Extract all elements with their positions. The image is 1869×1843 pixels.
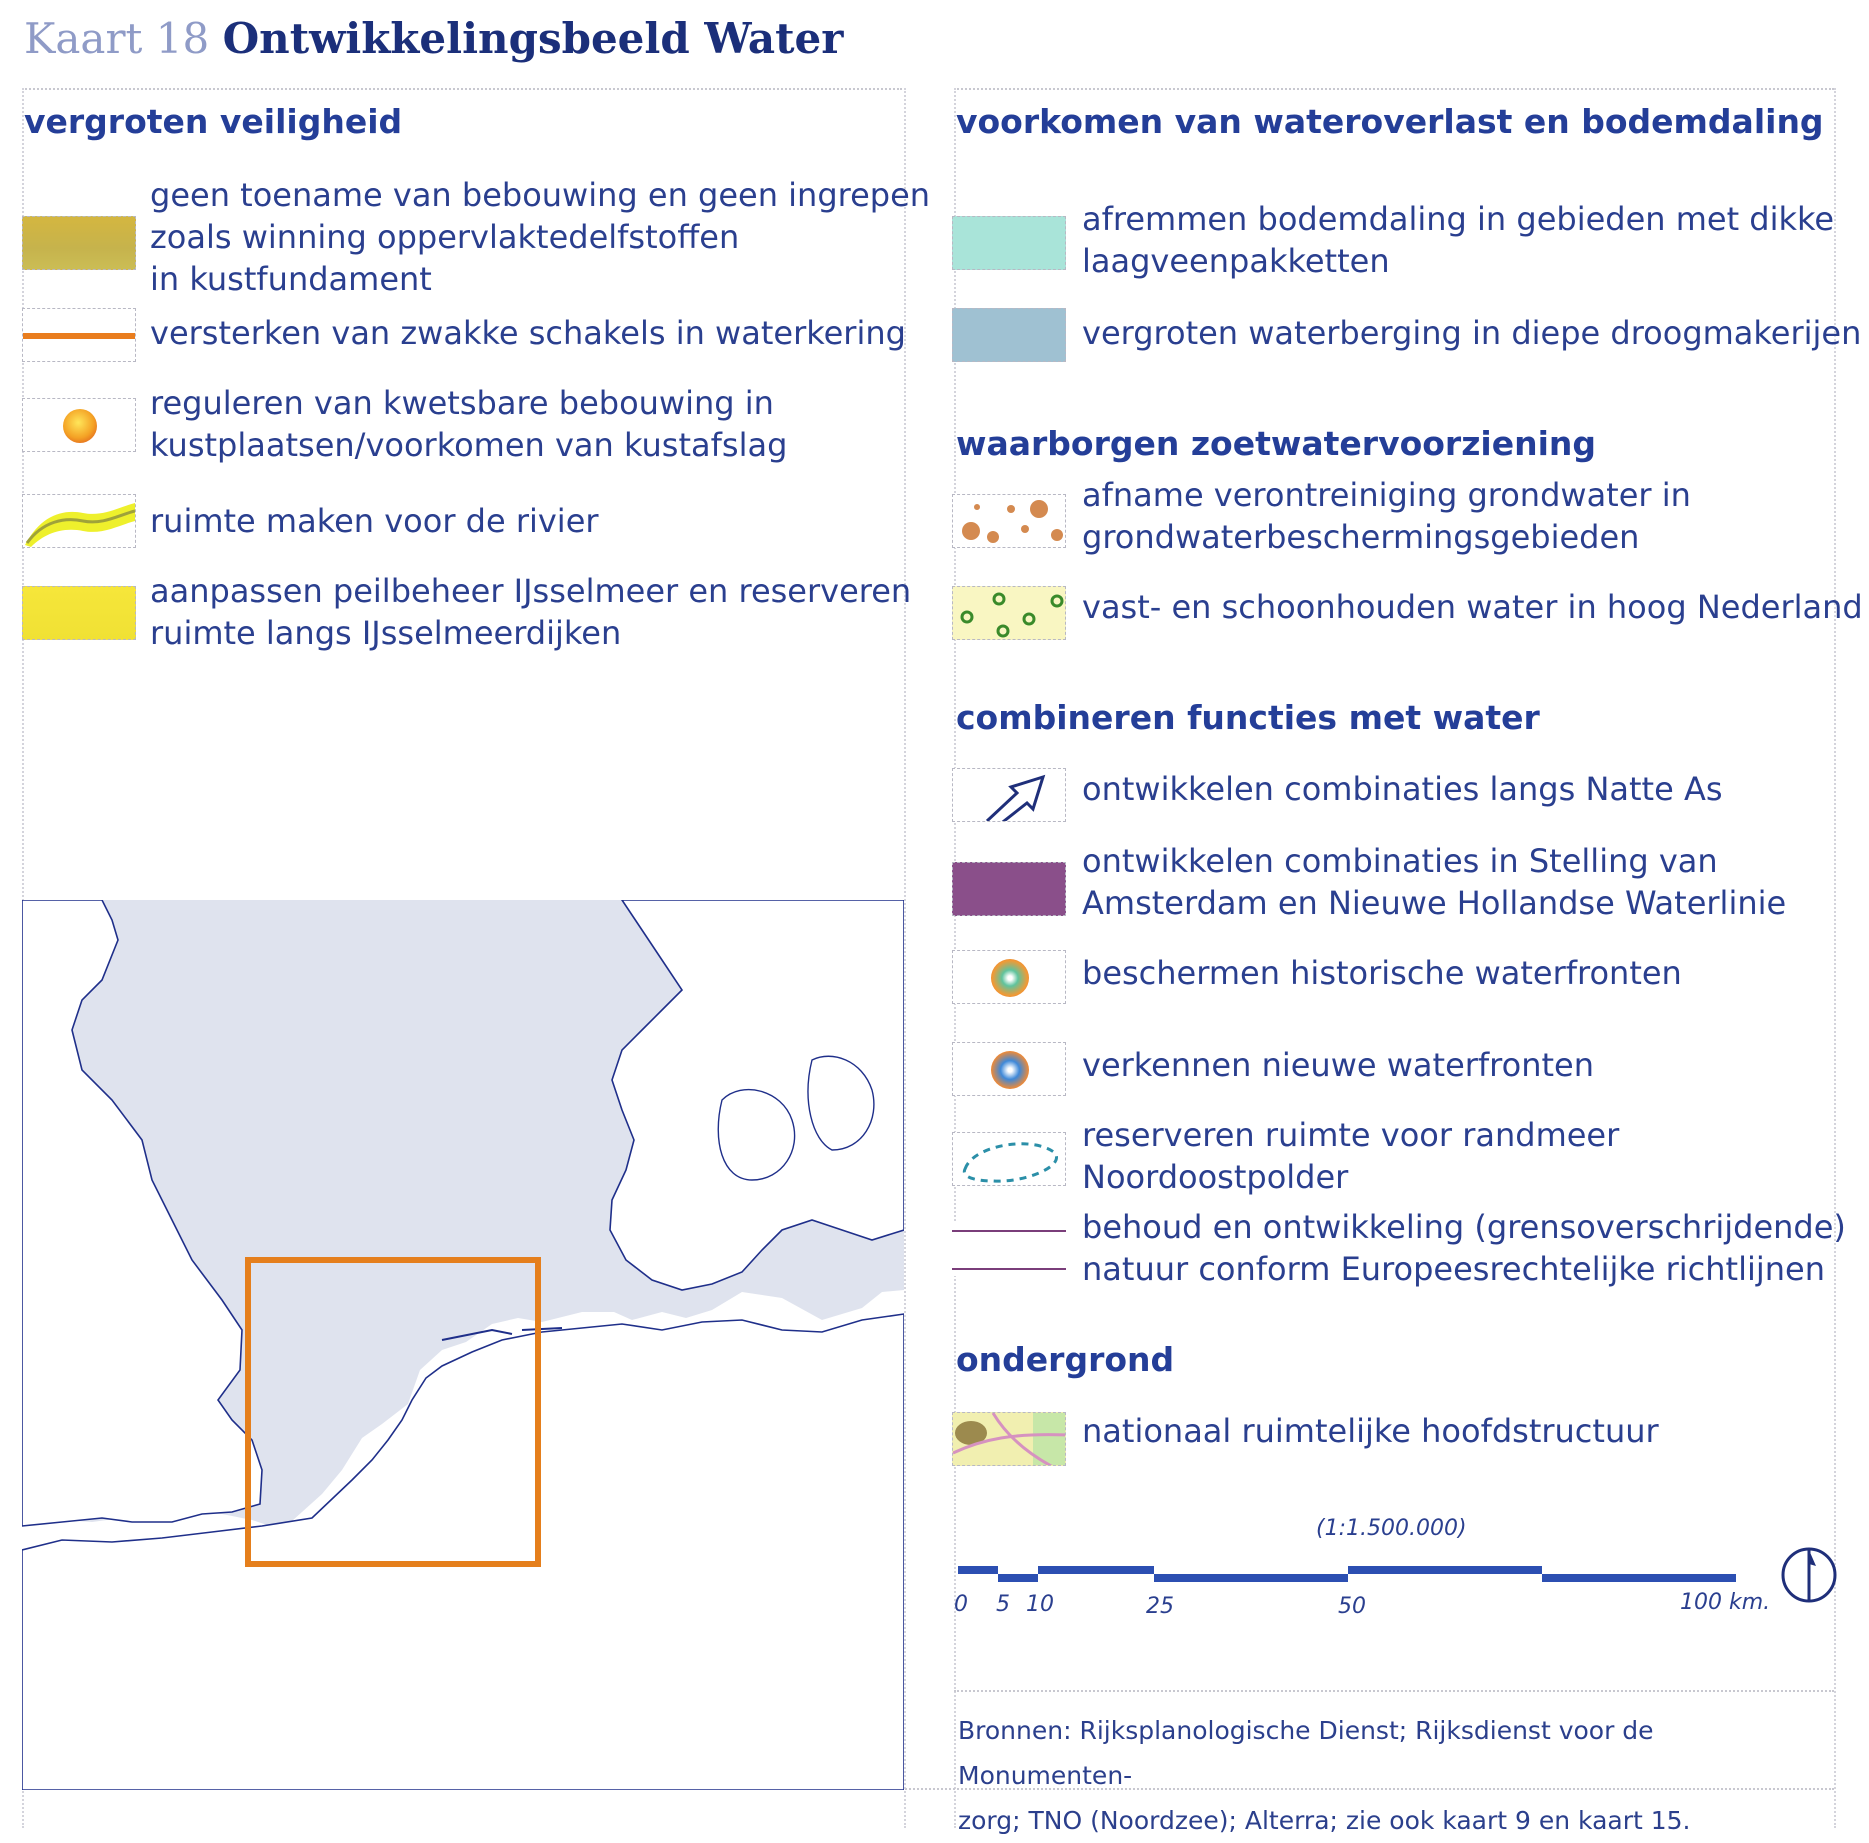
swatch-new-waterfront [952,1042,1066,1096]
map-number: Kaart 18 [24,14,210,63]
section-combineren-functies: combineren functies met water [956,698,1540,737]
brown-dots-symbol [953,495,1066,548]
divider-top-left [22,88,902,90]
swatch-groundwater-protection [952,494,1066,548]
scale-tick-0: 0 [954,1592,968,1617]
section-wateroverlast: voorkomen van wateroverlast en bodemdaling [956,102,1824,141]
scale-bar [958,1562,1738,1590]
swatch-room-for-river [22,494,136,548]
divider-sources [954,1690,1834,1692]
swatch-historic-waterfront [952,950,1066,1004]
scale-tick-25: 25 [1146,1594,1174,1619]
green-dots-symbol [953,587,1066,640]
legend-item-text: vergroten waterberging in diepe droogmakerijen [1082,314,1862,352]
dashed-oval-symbol [953,1133,1066,1186]
river-symbol [23,495,136,548]
purple-line-top [952,1230,1066,1232]
arrow-up-right-icon [953,769,1066,822]
section-zoetwater: waarborgen zoetwatervoorziening [956,424,1597,463]
legend-item-text: reguleren van kwetsbare bebouwing in kustplaatsen/voorkomen van kustafslag [150,384,788,464]
purple-line-bottom [952,1268,1066,1270]
swatch-bodemdaling [952,216,1066,270]
scale-tick-50: 50 [1338,1594,1366,1619]
sources-text: Bronnen: Rijksplanologische Dienst; Rijksdienst voor de Monumenten- zorg; TNO (Noordzee); Alterra; zie ook kaart 9 en kaart 15. [958,1716,1691,1835]
scale-ratio: (1:1.500.000) [1316,1516,1467,1541]
legend-item-text: vast- en schoonhouden water in hoog Nederland [1082,588,1863,626]
divider-top-right [954,88,1834,90]
swatch-natuur [952,1222,1066,1276]
ground-map-symbol [953,1413,1066,1466]
legend-item-text: nationaal ruimtelijke hoofdstructuur [1082,1412,1659,1450]
legend-item-text: ruimte maken voor de rivier [150,502,599,540]
swatch-stelling-waterlinie [952,862,1066,916]
swatch-high-netherlands [952,586,1066,640]
historic-waterfront-icon [991,959,1029,997]
legend-item-text: afname verontreiniging grondwater in grondwaterbeschermingsgebieden [1082,476,1691,556]
legend-item-text: aanpassen peilbeheer IJsselmeer en reserveren ruimte langs IJsselmeerdijken [150,572,912,652]
scale-tick-5: 5 [996,1592,1010,1617]
north-sea-map [22,900,904,1790]
new-waterfront-icon [991,1051,1029,1089]
legend-item-text: ontwikkelen combinaties langs Natte As [1082,770,1723,808]
swatch-no-building-coast [22,216,136,270]
swatch-hoofdstructuur [952,1412,1066,1466]
legend-item-text: afremmen bodemdaling in gebieden met dikke laagveenpakketten [1082,200,1835,280]
legend-item-text: behoud en ontwikkeling (grensoverschrijdende) natuur conform Europeesrechtelijke richtlijnen [1082,1208,1846,1288]
legend-item-text: ontwikkelen combinaties in Stelling van Amsterdam en Nieuwe Hollandse Waterlinie [1082,842,1787,922]
swatch-weak-links [22,308,136,362]
legend-item-text: beschermen historische waterfronten [1082,954,1682,992]
swatch-vulnerable-building [22,398,136,452]
north-arrow-icon [1778,1544,1840,1606]
swatch-waterberging [952,308,1066,362]
swatch-natte-as [952,768,1066,822]
legend-item-text: versterken van zwakke schakels in waterkering [150,314,906,352]
legend-item-text: geen toename van bebouwing en geen ingrepen zoals winning oppervlaktedelfstoffen in kustfundament [150,176,931,298]
sources-note [958,1708,1818,1843]
map-title [24,14,843,63]
scale-tick-100: 100 km. [1680,1590,1771,1615]
legend-item-text: reserveren ruimte voor randmeer Noordoostpolder [1082,1116,1620,1196]
swatch-randmeer [952,1132,1066,1186]
orange-line-symbol [23,333,135,339]
map-name: Ontwikkelingsbeeld Water [222,14,844,63]
legend-item-text: verkennen nieuwe waterfronten [1082,1046,1594,1084]
orange-dot-symbol [63,409,97,443]
section-ondergrond: ondergrond [956,1340,1175,1379]
location-map [22,900,904,1790]
scale-tick-10: 10 [1026,1592,1054,1617]
swatch-ijsselmeer [22,586,136,640]
section-vergroten-veiligheid: vergroten veiligheid [24,102,403,141]
